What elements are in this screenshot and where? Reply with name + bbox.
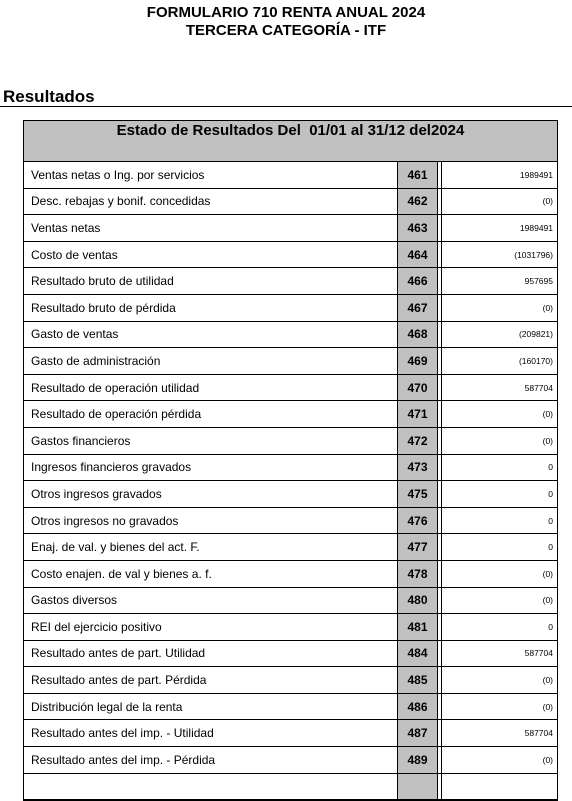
- table-row: [24, 455, 557, 482]
- row-label: Enaj. de val. y bienes del act. F.: [24, 534, 398, 560]
- table-body: [24, 162, 557, 800]
- table-row: [24, 534, 557, 561]
- table-header: Estado de Resultados Del 01/01 al 31/12 del2024: [24, 121, 557, 162]
- row-code: 472: [398, 428, 438, 454]
- row-label: Gastos financieros: [24, 428, 398, 454]
- table-row: [24, 375, 557, 402]
- table-row: [24, 561, 557, 588]
- table-row: [24, 667, 557, 694]
- row-label: Resultado antes del imp. - Utilidad: [24, 720, 398, 746]
- section-title: Resultados: [3, 87, 95, 106]
- row-value: (0): [542, 409, 553, 420]
- row-code: 486: [398, 694, 438, 720]
- row-code: 487: [398, 720, 438, 746]
- row-code: 476: [398, 508, 438, 534]
- row-code: 461: [398, 162, 438, 188]
- row-label: [24, 774, 398, 800]
- table-row: [24, 508, 557, 535]
- table-row: [24, 242, 557, 269]
- table-row: [24, 162, 557, 189]
- row-value: 587704: [524, 382, 553, 393]
- table-row: [24, 215, 557, 242]
- row-value: (0): [542, 568, 553, 579]
- form-subtitle: TERCERA CATEGORÍA - ITF: [185, 22, 387, 39]
- row-label: Resultado antes del imp. - Pérdida: [24, 747, 398, 773]
- table-row: [24, 774, 557, 801]
- row-value: 0: [548, 542, 553, 553]
- table-row: [24, 322, 557, 349]
- row-code: 473: [398, 455, 438, 481]
- row-label: Resultado de operación pérdida: [24, 401, 398, 427]
- row-label: Ventas netas o Ing. por servicios: [24, 162, 398, 188]
- row-label: Resultado bruto de pérdida: [24, 295, 398, 321]
- row-code: 471: [398, 401, 438, 427]
- row-code: [398, 774, 438, 800]
- row-code: 484: [398, 641, 438, 667]
- row-label: Costo enajen. de val y bienes a. f.: [24, 561, 398, 587]
- row-value: 0: [548, 621, 553, 632]
- row-value: (0): [542, 701, 553, 712]
- section-divider: [0, 106, 572, 107]
- row-label: Gastos diversos: [24, 588, 398, 614]
- income-statement-table: [23, 120, 558, 801]
- row-code: 469: [398, 348, 438, 374]
- row-label: Ingresos financieros gravados: [24, 455, 398, 481]
- row-code: 466: [398, 268, 438, 294]
- table-row: [24, 614, 557, 641]
- row-code: 470: [398, 375, 438, 401]
- row-label: Ventas netas: [24, 215, 398, 241]
- row-label: Otros ingresos gravados: [24, 481, 398, 507]
- table-row: [24, 641, 557, 668]
- row-label: Desc. rebajas y bonif. concedidas: [24, 189, 398, 215]
- table-row: [24, 720, 557, 747]
- row-label: Resultado bruto de utilidad: [24, 268, 398, 294]
- row-code: 478: [398, 561, 438, 587]
- table-row: [24, 348, 557, 375]
- row-code: 463: [398, 215, 438, 241]
- row-code: 485: [398, 667, 438, 693]
- row-value: [442, 774, 557, 800]
- row-value: (0): [542, 196, 553, 207]
- table-row: [24, 268, 557, 295]
- row-label: Distribución legal de la renta: [24, 694, 398, 720]
- row-value: (0): [542, 435, 553, 446]
- row-value: 587704: [524, 648, 553, 659]
- row-code: 464: [398, 242, 438, 268]
- row-value: 0: [548, 462, 553, 473]
- table-row: [24, 401, 557, 428]
- row-code: 480: [398, 588, 438, 614]
- table-row: [24, 189, 557, 216]
- row-code: 475: [398, 481, 438, 507]
- row-value: 587704: [524, 728, 553, 739]
- row-value: (160170): [518, 355, 553, 366]
- row-code: 489: [398, 747, 438, 773]
- row-value: (209821): [518, 329, 553, 340]
- row-value: (0): [542, 302, 553, 313]
- row-label: Costo de ventas: [24, 242, 398, 268]
- row-code: 481: [398, 614, 438, 640]
- row-value: 0: [548, 515, 553, 526]
- row-value: 957695: [524, 276, 553, 287]
- table-row: [24, 588, 557, 615]
- row-value: 1989491: [519, 169, 553, 180]
- row-label: Gasto de ventas: [24, 322, 398, 348]
- row-code: 467: [398, 295, 438, 321]
- row-label: Gasto de administración: [24, 348, 398, 374]
- row-label: Resultado antes de part. Utilidad: [24, 641, 398, 667]
- row-label: REI del ejercicio positivo: [24, 614, 398, 640]
- row-label: Resultado de operación utilidad: [24, 375, 398, 401]
- row-value: 0: [548, 488, 553, 499]
- table-row: [24, 295, 557, 322]
- row-value: (0): [542, 595, 553, 606]
- table-row: [24, 481, 557, 508]
- row-code: 477: [398, 534, 438, 560]
- row-value: (0): [542, 675, 553, 686]
- row-code: 462: [398, 189, 438, 215]
- row-code: 468: [398, 322, 438, 348]
- table-row: [24, 428, 557, 455]
- table-row: [24, 747, 557, 774]
- row-value: (1031796): [514, 249, 553, 260]
- table-row: [24, 694, 557, 721]
- form-title: FORMULARIO 710 RENTA ANUAL 2024: [146, 4, 426, 21]
- row-label: Resultado antes de part. Pérdida: [24, 667, 398, 693]
- row-label: Otros ingresos no gravados: [24, 508, 398, 534]
- row-value: (0): [542, 754, 553, 765]
- row-value: 1989491: [519, 222, 553, 233]
